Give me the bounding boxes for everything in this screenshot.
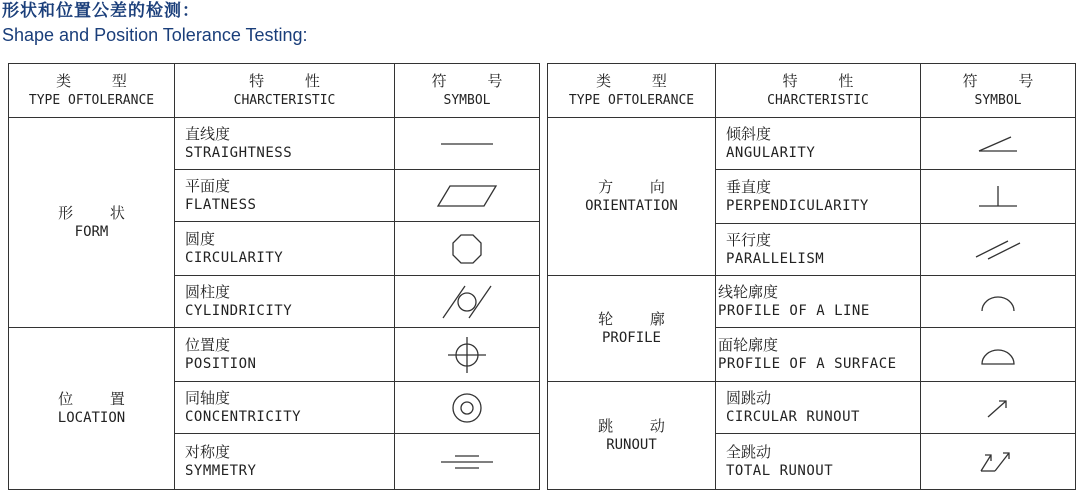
header-characteristic: 特 性 CHARCTERISTIC	[175, 64, 395, 118]
circular-runout-icon	[978, 393, 1018, 423]
symbol-cell	[395, 276, 540, 328]
symbol-cell	[921, 276, 1076, 328]
position-icon	[442, 335, 492, 375]
characteristic-cell: 位置度 POSITION	[175, 328, 395, 382]
tolerance-table-left	[8, 63, 540, 490]
flatness-icon	[432, 181, 502, 211]
page-title-cn: 形状和位置公差的检测：	[2, 1, 200, 21]
table-row	[9, 118, 540, 170]
characteristic-cell: 圆柱度 CYLINDRICITY	[175, 276, 395, 328]
group-profile: 轮 廓 PROFILE	[548, 276, 716, 382]
cylindricity-icon	[437, 282, 497, 322]
symbol-cell	[395, 222, 540, 276]
characteristic-cell: 对称度 SYMMETRY	[175, 434, 395, 490]
characteristic-cell: 平行度 PARALLELISM	[716, 224, 921, 276]
characteristic-cell: 圆度 CIRCULARITY	[175, 222, 395, 276]
characteristic-cell: 面轮廓度 PROFILE OF A SURFACE	[716, 328, 921, 382]
symbol-cell	[921, 382, 1076, 434]
symbol-cell	[921, 328, 1076, 382]
characteristic-cell: 直线度 STRAIGHTNESS	[175, 118, 395, 170]
symbol-cell	[921, 170, 1076, 224]
table-header-row	[9, 64, 540, 118]
perpendicularity-icon	[973, 182, 1023, 212]
header-characteristic: 特 性 CHARCTERISTIC	[716, 64, 921, 118]
tolerance-table-right	[547, 63, 1076, 490]
table-row	[548, 382, 1076, 434]
table-row	[548, 118, 1076, 170]
angularity-icon	[973, 129, 1023, 159]
table-row	[548, 276, 1076, 328]
symbol-cell	[921, 118, 1076, 170]
group-form: 形 状 FORM	[9, 118, 175, 328]
characteristic-cell: 全跳动 TOTAL RUNOUT	[716, 434, 921, 490]
header-type: 类 型 TYPE OFTOLERANCE	[9, 64, 175, 118]
profile-line-icon	[973, 287, 1023, 317]
symbol-cell	[921, 434, 1076, 490]
table-header-row	[548, 64, 1076, 118]
symbol-cell	[921, 224, 1076, 276]
symbol-cell	[395, 382, 540, 434]
characteristic-cell: 平面度 FLATNESS	[175, 170, 395, 222]
symbol-cell	[395, 118, 540, 170]
symbol-cell	[395, 170, 540, 222]
group-orientation: 方 向 ORIENTATION	[548, 118, 716, 276]
profile-surface-icon	[973, 340, 1023, 370]
concentricity-icon	[447, 390, 487, 426]
header-symbol: 符 号 SYMBOL	[395, 64, 540, 118]
characteristic-cell: 线轮廓度 PROFILE OF A LINE	[716, 276, 921, 328]
symbol-cell	[395, 434, 540, 490]
symmetry-icon	[437, 447, 497, 477]
header-type: 类 型 TYPE OFTOLERANCE	[548, 64, 716, 118]
circularity-icon	[447, 231, 487, 267]
symbol-cell	[395, 328, 540, 382]
group-location: 位 置 LOCATION	[9, 328, 175, 490]
characteristic-cell: 圆跳动 CIRCULAR RUNOUT	[716, 382, 921, 434]
page-title-en: Shape and Position Tolerance Testing:	[2, 25, 308, 45]
header-symbol: 符 号 SYMBOL	[921, 64, 1076, 118]
characteristic-cell: 倾斜度 ANGULARITY	[716, 118, 921, 170]
group-runout: 跳 动 RUNOUT	[548, 382, 716, 490]
table-row	[9, 328, 540, 382]
characteristic-cell: 同轴度 CONCENTRICITY	[175, 382, 395, 434]
characteristic-cell: 垂直度 PERPENDICULARITY	[716, 170, 921, 224]
total-runout-icon	[973, 445, 1023, 479]
parallelism-icon	[970, 235, 1026, 265]
straightness-icon	[437, 129, 497, 159]
